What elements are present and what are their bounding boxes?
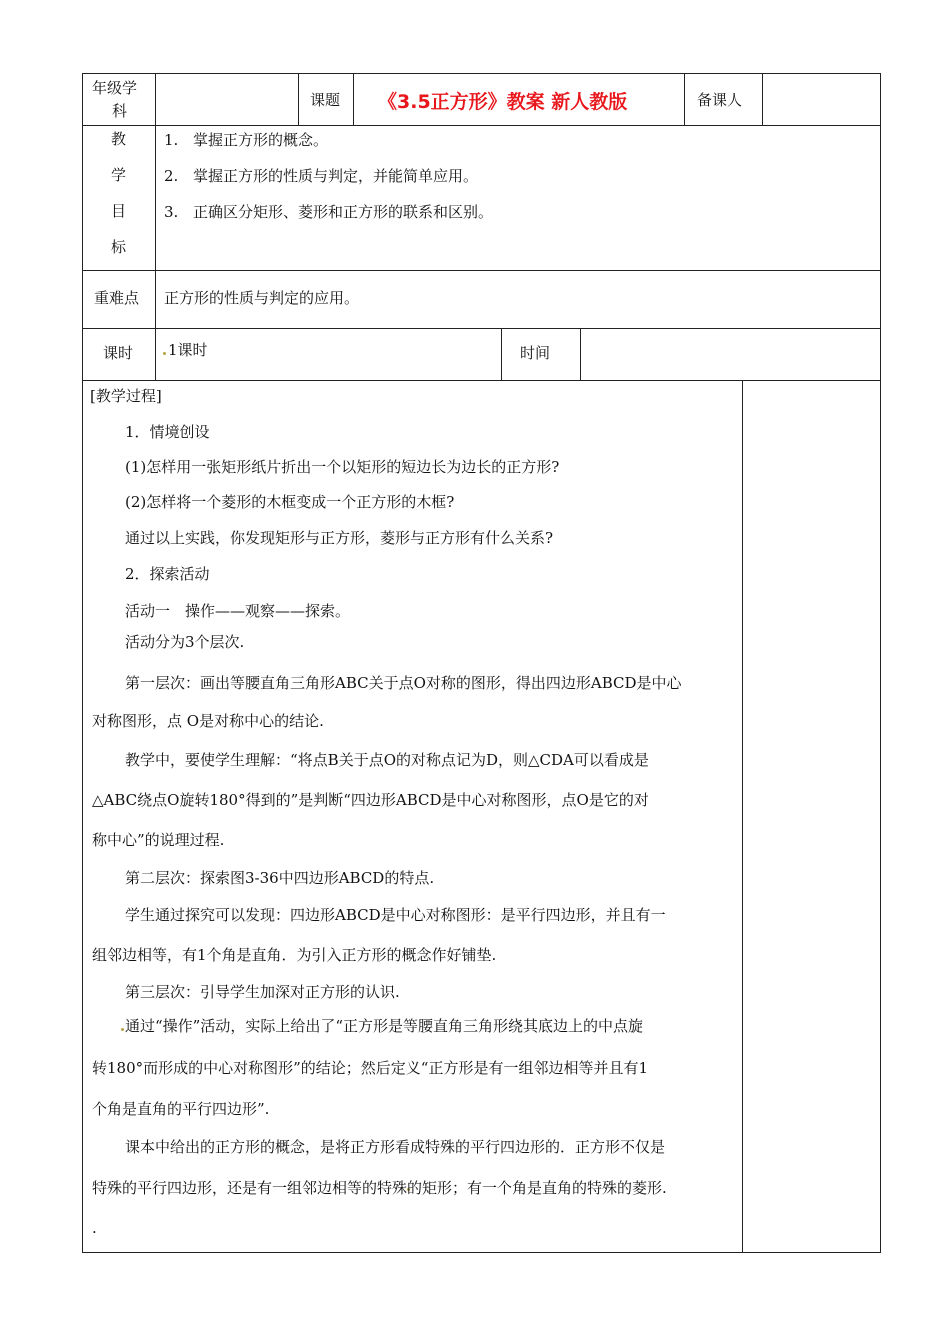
grade-label-line2: 科	[112, 102, 128, 120]
process-line: △ABC绕点O旋转180°得到的”是判断“四边形ABCD是中心对称图形，点O是它的对	[92, 791, 649, 809]
process-line: 第一层次：画出等腰直角三角形ABC关于点O对称的图形，得出四边形ABCD是中心	[125, 674, 682, 692]
process-line: 称中心”的说理过程.	[92, 831, 225, 849]
process-line: 第二层次：探索图3-36中四边形ABCD的特点.	[125, 869, 435, 887]
objectives-label-char-2: 学	[111, 166, 127, 184]
process-line: 2．探索活动	[125, 565, 210, 583]
key-points-text: 正方形的性质与判定的应用。	[164, 289, 360, 307]
process-line: (1)怎样用一张矩形纸片折出一个以矩形的短边长为边长的正方形?	[125, 458, 560, 476]
process-line: 第三层次：引导学生加深对正方形的认识.	[125, 983, 400, 1001]
preparer-label: 备课人	[697, 91, 743, 109]
process-line: 组邻边相等，有1个角是直角．为引入正方形的概念作好铺垫.	[92, 946, 497, 964]
grade-label-line1: 年级学	[92, 79, 138, 97]
process-line: 转180°而形成的中心对称图形”的结论；然后定义“正方形是有一组邻边相等并且有1	[92, 1059, 649, 1077]
process-line: 对称图形，点 O是对称中心的结论.	[92, 712, 324, 730]
key-points-label: 重难点	[94, 289, 140, 307]
ink-dot	[121, 1028, 124, 1031]
process-line: .	[92, 1219, 97, 1237]
objective-text: 掌握正方形的概念。	[193, 131, 329, 149]
objectives-label-char-4: 标	[111, 238, 127, 256]
time-label: 时间	[520, 344, 551, 362]
objective-number: 2.	[164, 167, 179, 185]
process-line: 课本中给出的正方形的概念，是将正方形看成特殊的平行四边形的．正方形不仅是	[125, 1138, 666, 1156]
document-title: 《3.5正方形》教案 新人教版	[378, 91, 628, 113]
process-line: 个角是直角的平行四边形”.	[92, 1100, 270, 1118]
objective-number: 1.	[164, 131, 179, 149]
objective-text: 正确区分矩形、菱形和正方形的联系和区别。	[193, 203, 494, 221]
periods-label: 课时	[103, 344, 134, 362]
process-line: 特殊的平行四边形，还是有一组邻边相等的特殊的矩形；有一个角是直角的特殊的菱形.	[92, 1179, 667, 1197]
process-line: 通过“操作”活动，实际上给出了“正方形是等腰直角三角形绕其底边上的中点旋	[125, 1017, 644, 1035]
process-line: 学生通过探究可以发现：四边形ABCD是中心对称图形：是平行四边形，并且有一	[125, 906, 666, 924]
process-line: 教学中，要使学生理解：“将点B关于点O的对称点记为D，则△CDA可以看成是	[125, 751, 649, 769]
process-line: 通过以上实践，你发现矩形与正方形，菱形与正方形有什么关系?	[125, 529, 554, 547]
process-line: (2)怎样将一个菱形的木框变成一个正方形的木框?	[125, 493, 455, 511]
process-line: 活动一 操作——观察——探索。	[125, 602, 351, 620]
process-line: 活动分为3个层次.	[125, 633, 245, 651]
objective-text: 掌握正方形的性质与判定，并能简单应用。	[193, 167, 479, 185]
objectives-label-char-1: 教	[111, 130, 127, 148]
process-line: 1．情境创设	[125, 423, 210, 441]
objectives-label-char-3: 目	[111, 202, 127, 220]
ink-dot	[163, 352, 166, 355]
objective-number: 3.	[164, 203, 179, 221]
topic-label: 课题	[310, 91, 341, 109]
periods-value: 1课时	[168, 341, 208, 359]
process-heading: [教学过程]	[90, 387, 162, 405]
